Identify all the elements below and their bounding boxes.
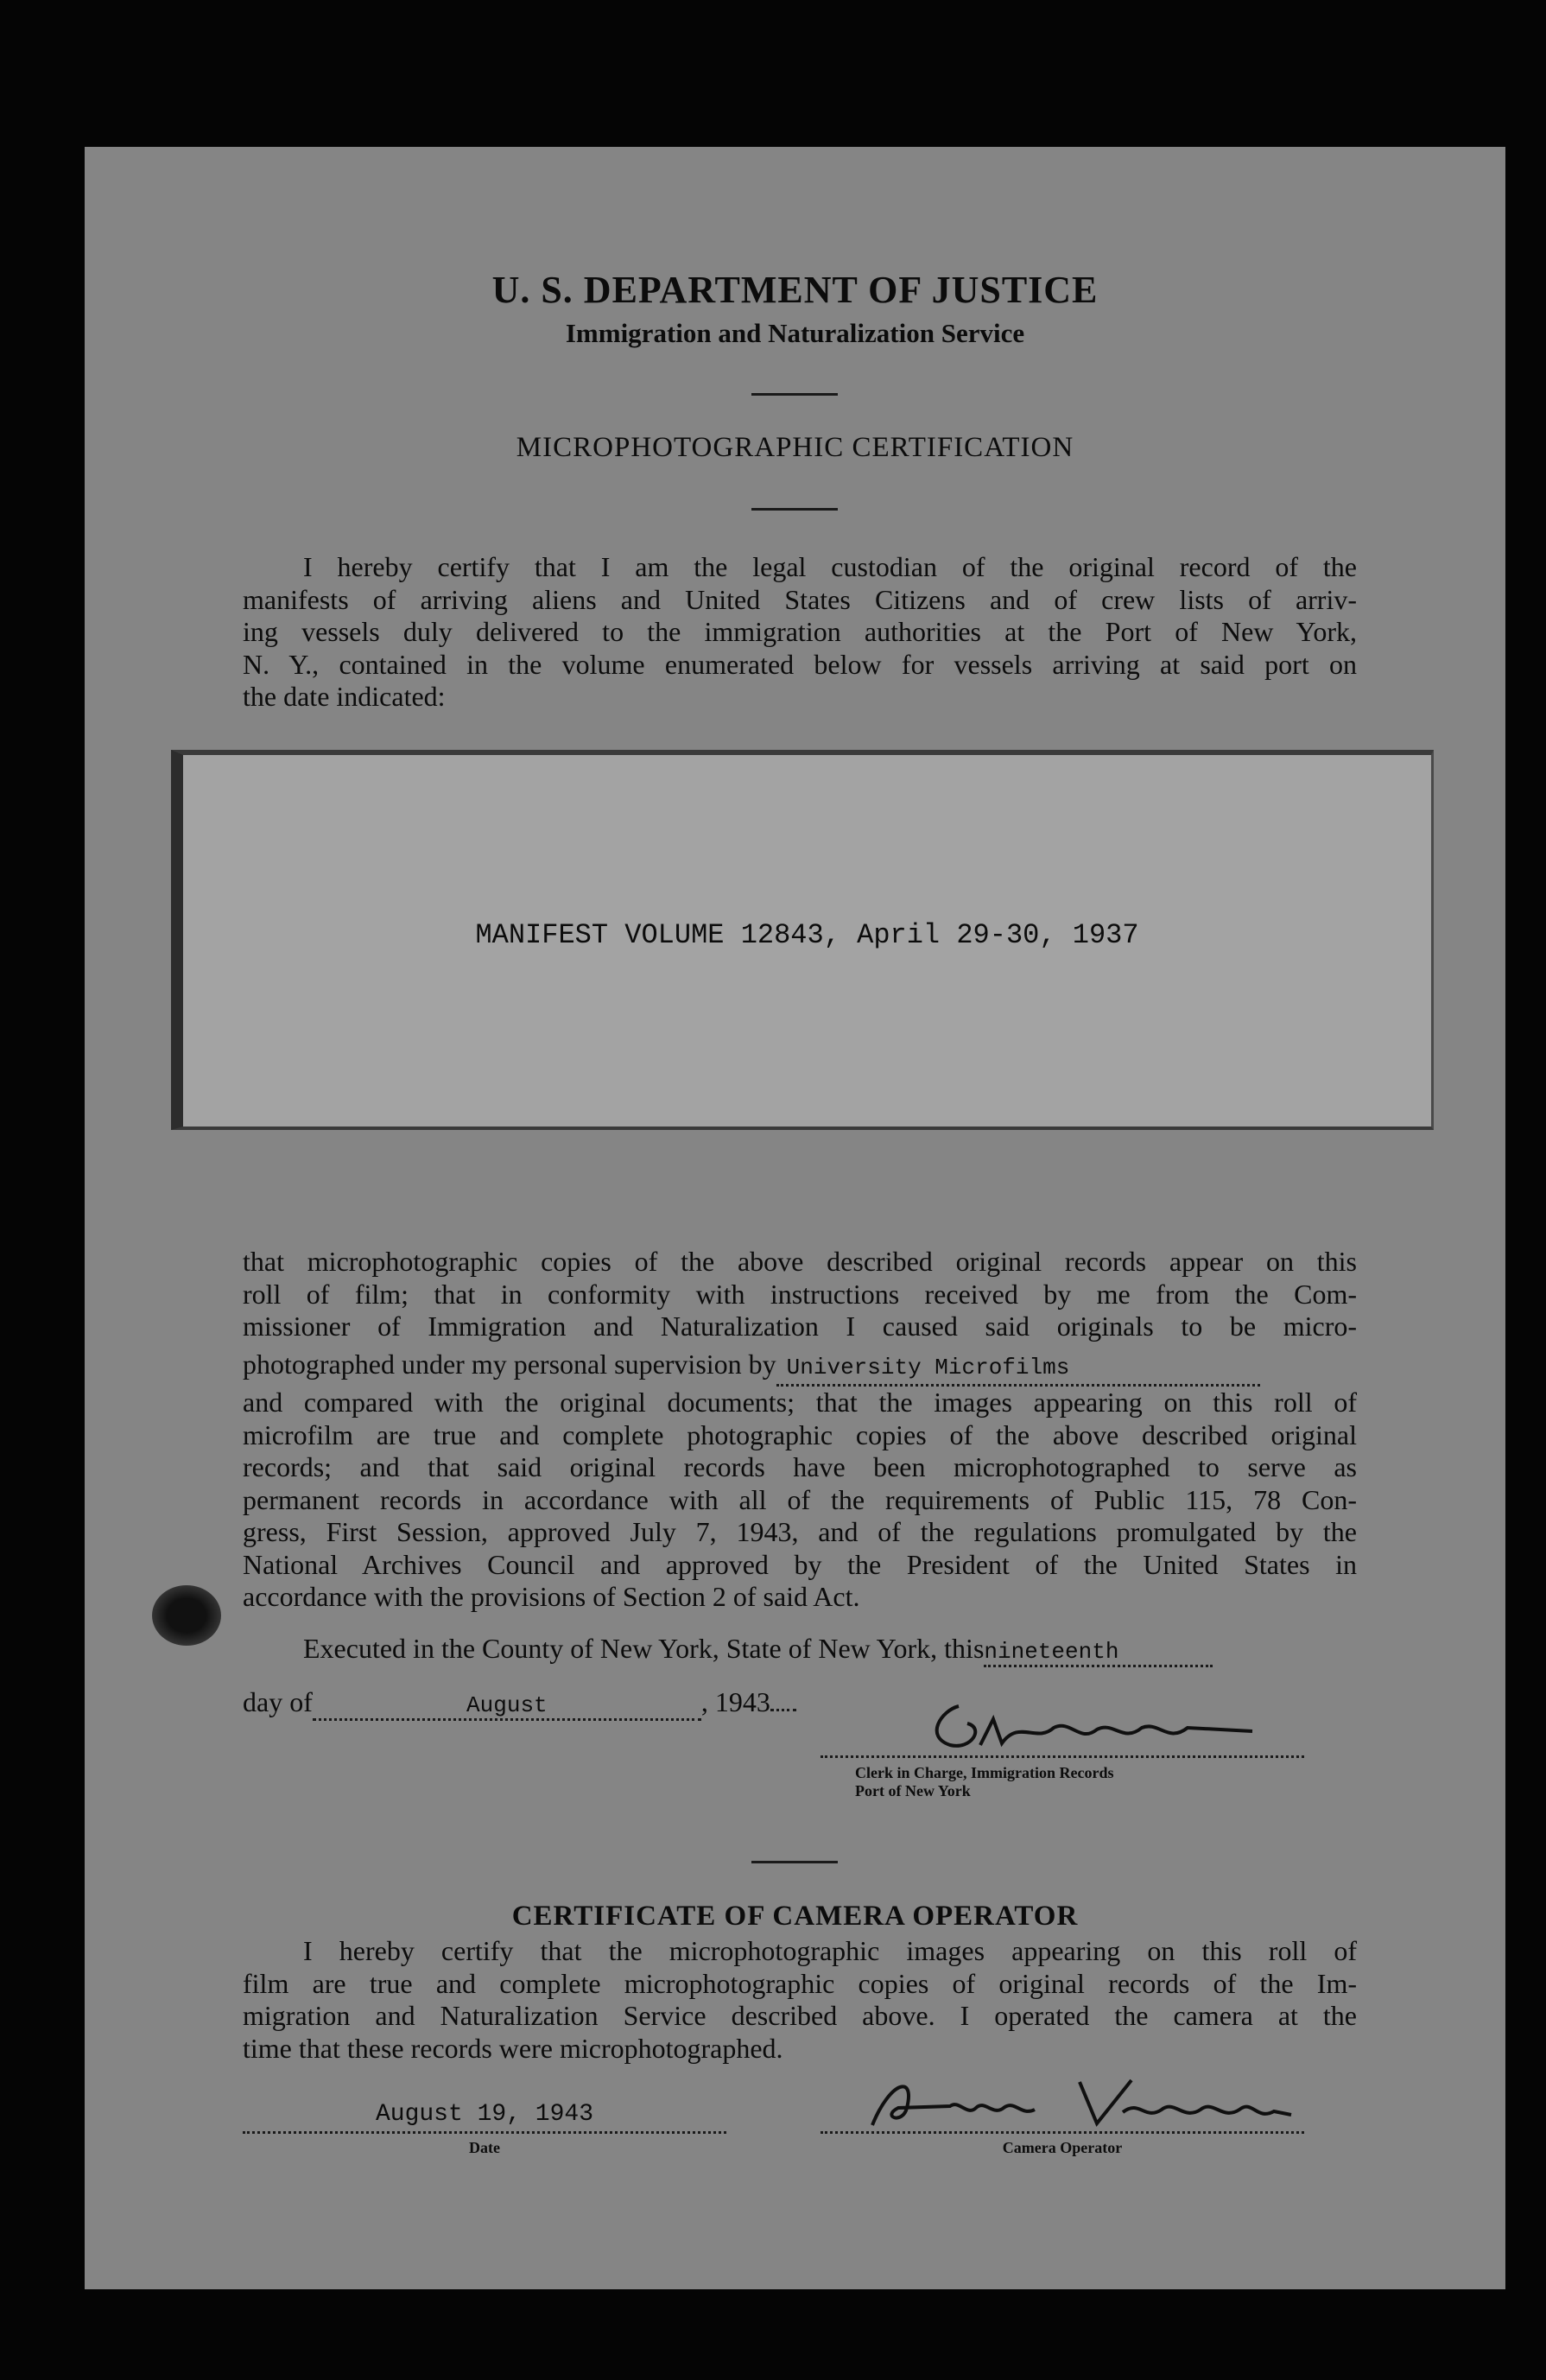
month-field (313, 1686, 701, 1721)
intro-line: manifests of arriving aliens and United States Citizens and of crew lists of arriv- (243, 583, 1357, 615)
body-line: missioner of Immigration and Naturalization I caused said originals to be micro- (243, 1311, 1357, 1342)
executed-prefix: Executed in the County of New York, State of New York, this (303, 1633, 985, 1664)
operator-certificate-title: CERTIFICATE OF CAMERA OPERATOR (511, 1901, 1079, 1932)
ink-smudge (152, 1585, 221, 1646)
operator-signature (821, 2073, 1304, 2134)
body-line: accordance with the provisions of Section 2 of said Act. (243, 1581, 860, 1612)
operator-label: Camera Operator (1002, 2139, 1123, 2156)
body-line: National Archives Council and approved by the President of the United States in (243, 1548, 1357, 1580)
operator-paragraph (243, 1935, 1357, 2065)
clerk-signature (821, 1702, 1304, 1755)
body-line: and compared with the original documents; that the images appearing on this roll of (243, 1387, 1357, 1418)
clerk-port: Port of New York (855, 1782, 971, 1799)
operator-line: time that these records were microphotographed. (243, 2032, 783, 2064)
operator-signature-graphic (821, 2073, 1304, 2134)
date-value: August 19, 1943 (375, 2101, 594, 2128)
month-value: August (466, 1692, 548, 1718)
volume-box (171, 750, 1434, 1130)
supervision-field (776, 1349, 1260, 1387)
service-subheading: Immigration and Naturalization Service (565, 318, 1025, 348)
operator-line: I hereby certify that the microphotographic images appearing on this roll of (303, 1935, 1357, 1966)
operator-line: migration and Naturalization Service described above. I operated the camera at the (243, 2000, 1357, 2031)
body-line: roll of film; that in conformity with instructions received by me from the Com- (243, 1278, 1357, 1310)
certification-title: MICROPHOTOGRAPHIC CERTIFICATION (516, 432, 1074, 463)
operator-signature-line (821, 2131, 1304, 2134)
department-heading: U. S. DEPARTMENT OF JUSTICE (491, 269, 1099, 311)
intro-paragraph (243, 551, 1357, 714)
date-field (243, 2101, 726, 2128)
clerk-title: Clerk in Charge, Immigration Records (855, 1764, 1114, 1781)
date-label: Date (469, 2139, 500, 2156)
executed-line (303, 1633, 1213, 1667)
intro-line: the date indicated: (243, 681, 446, 712)
body-line: that microphotographic copies of the above described original records appear on this (243, 1246, 1357, 1277)
body-line: microfilm are true and complete photographic copies of the above described original (243, 1418, 1357, 1450)
supervision-line (243, 1349, 1357, 1387)
date-line (243, 2131, 726, 2134)
intro-line: ing vessels duly delivered to the immigration authorities at the Port of New York, (243, 616, 1357, 647)
executed-day-field (984, 1633, 1213, 1667)
body-line: gress, First Session, approved July 7, 1943, and of the regulations promulgated by the (243, 1516, 1357, 1547)
operator-line: film are true and complete microphotographic copies of original records of the Im- (243, 1967, 1357, 1999)
year-dots (770, 1709, 796, 1711)
clerk-signature-graphic (821, 1702, 1304, 1755)
supervision-prefix: photographed under my personal supervision by (243, 1348, 776, 1380)
body-line: permanent records in accordance with all of the requirements of Public 115, 78 Con- (243, 1483, 1357, 1515)
intro-line: I hereby certify that I am the legal custodian of the original record of the (303, 551, 1357, 582)
day-of-line (243, 1686, 796, 1721)
divider (751, 508, 838, 511)
body-paragraph (243, 1246, 1357, 1614)
certificate-sheet (85, 147, 1505, 2289)
intro-line: N. Y., contained in the volume enumerated below for vessels arriving at said port on (243, 648, 1357, 680)
manifest-volume: MANIFEST VOLUME 12843, April 29-30, 1937 (475, 919, 1139, 951)
executed-day: nineteenth (984, 1639, 1119, 1665)
clerk-signature-line (821, 1755, 1304, 1758)
body-line: records; and that said original records have been microphotographed to serve as (243, 1451, 1357, 1482)
year-value: , 1943 (700, 1686, 770, 1717)
divider (751, 393, 838, 396)
day-of-label: day of (243, 1686, 313, 1717)
divider (751, 1861, 838, 1863)
supervision-value: University Microfilms (786, 1354, 1070, 1380)
